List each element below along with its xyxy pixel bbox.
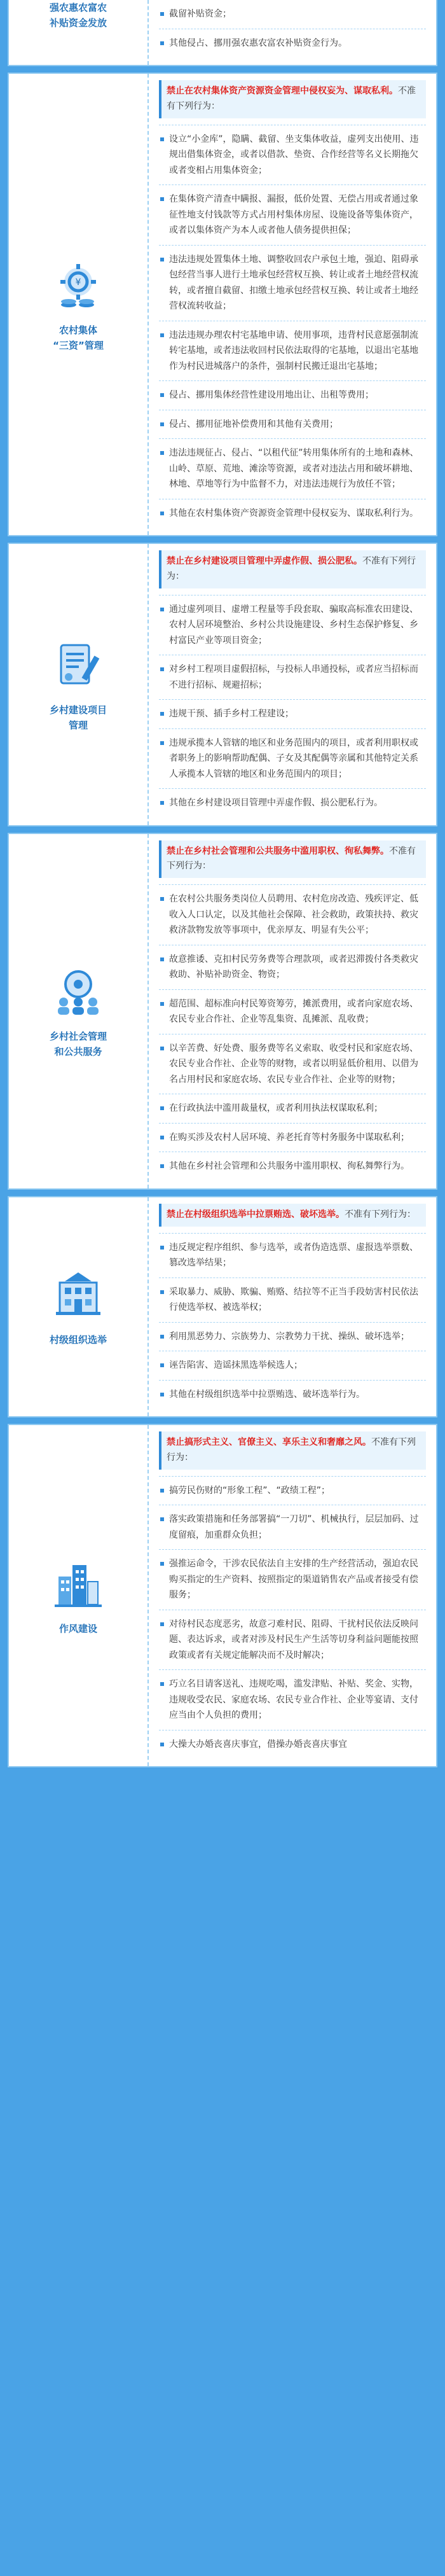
section-banner: 禁止在乡村社会管理和公共服务中滥用职权、徇私舞弊。不准有下列行为： <box>159 840 426 879</box>
section-content <box>149 544 436 825</box>
list-item: 其他在乡村社会管理和公共服务中滥用职权、徇私舞弊行为。 <box>159 1152 426 1181</box>
section-header <box>9 1425 149 1766</box>
list-item: 侵占、挪用集体经营性建设用地出让、出租等费用； <box>159 380 426 410</box>
section-header <box>9 834 149 1188</box>
section-title: 作风建设 <box>58 1623 97 1635</box>
list-item: 利用黑恶势力、宗族势力、宗教势力干扰、操纵、破坏选举； <box>159 1322 426 1351</box>
list-item: 违法违规办理农村宅基地申请、使用事项，违背村民意愿强制流转宅基地，或者违法收回村民依法取得的宅基地，以退出宅基地作为村民进城落户的条件，强制村民搬迁退出宅基地； <box>159 321 426 381</box>
item-list <box>159 595 426 818</box>
list-item: 在购买涉及农村人居环境、养老托育等村务服务中谋取私利； <box>159 1123 426 1152</box>
list-item: 截留补贴资金； <box>159 0 426 29</box>
city-buildings-icon <box>50 1555 107 1612</box>
list-item: 在行政执法中滥用裁量权，或者利用执法权谋取私利； <box>159 1094 426 1123</box>
list-item: 巧立名目请客送礼、违规吃喝，滥发津贴、补贴、奖金、实物，违规收受农民、家庭农场、农民专业合作社、企业等宴请、支付应当由个人负担的费用； <box>159 1669 426 1730</box>
list-item: 违规承揽本人管辖的地区和业务范围内的项目，或者利用职权或者职务上的影响帮助配偶、子女及其配偶等亲属和其他特定关系人承揽本人管辖的地区和业务范围内的项目； <box>159 728 426 789</box>
list-item: 在集体资产清查中瞒报、漏报，低价处置、无偿占用或者通过象征性地支付钱款等方式占用村集体房屋、设施设备等集体资产，或者以集体资产为本人或者他人债务提供担保； <box>159 184 426 245</box>
section-content <box>149 1425 436 1766</box>
item-list <box>159 884 426 1181</box>
list-item: 违规干预、插手乡村工程建设； <box>159 699 426 728</box>
list-item: 超范围、超标准向村民筹资筹劳，摊派费用，或者向家庭农场、农民专业合作社、企业等乱集资、乱摊派、乱收费； <box>159 989 426 1034</box>
list-item: 其他在村级组织选举中拉票贿选、破坏选举行为。 <box>159 1380 426 1409</box>
list-item: 侵占、挪用征地补偿费用和其他有关费用； <box>159 410 426 439</box>
section-header <box>9 0 149 65</box>
section-content <box>149 1197 436 1416</box>
list-item: 设立“小金库”，隐瞒、截留、坐支集体收益，虚列支出使用、违规出借集体资金，或者以借款、垫资、合作经营等名义长期拖欠或者变相占用集体资金； <box>159 125 426 185</box>
section-title: 农村集体 “三资”管理 <box>53 324 104 351</box>
svg-text:¥: ¥ <box>75 277 81 288</box>
section-subsidy <box>8 0 437 66</box>
section-banner: 禁止在村级组织选举中拉票贿选、破坏选举。不准有下列行为： <box>159 1204 426 1227</box>
section-header <box>9 544 149 825</box>
section-construction <box>8 543 437 826</box>
list-item: 违法违规处置集体土地、调整收回农户承包土地，强迫、阻碍承包经营当事人进行土地承包经营权互换、转让或者土地经营权流转，或者擅自截留、扣缴土地承包经营权互换、转让或者土地经营权流转收益； <box>159 245 426 321</box>
section-title: 强农惠农富农 补贴资金发放 <box>49 2 107 29</box>
gear-people-icon <box>50 963 107 1020</box>
list-item: 通过虚列项目、虚增工程量等手段套取、骗取高标准农田建设、农村人居环境整治、乡村公共设施建设、乡村生态保护修复、乡村富民产业等项目资金； <box>159 595 426 655</box>
section-banner: 禁止在乡村建设项目管理中弄虚作假、损公肥私。不准有下列行为： <box>159 550 426 588</box>
list-item: 对乡村工程项目虚假招标，与投标人串通投标，或者应当招标而不进行招标、规避招标； <box>159 655 426 699</box>
section-header <box>9 1197 149 1416</box>
list-item: 大操大办婚丧喜庆事宜，借操办婚丧喜庆事宜 <box>159 1730 426 1759</box>
section-content <box>149 834 436 1188</box>
list-item: 在农村公共服务类岗位人员聘用、农村危房改造、残疾评定、低收入人口认定，以及其他社会保障、社会救助，政策扶持、救灾救济款物发放等事项中，优亲厚友、明显有失公平； <box>159 885 426 945</box>
list-item: 以辛苦费、好处费、服务费等名义索取、收受村民和家庭农场、农民专业合作社、企业等的财物，或者以明显低价租用、以借为名占用村民和家庭农场、农民专业合作社、企业等的财物； <box>159 1034 426 1094</box>
list-item: 强推运命令，干涉农民依法自主安排的生产经营活动，强迫农民购买指定的生产资料、按照指定的渠道销售农产品或者接受有偿服务； <box>159 1549 426 1610</box>
section-social-management <box>8 833 437 1190</box>
item-list <box>159 1233 426 1409</box>
gear-coins-icon <box>50 256 107 314</box>
section-title: 乡村社会管理 和公共服务 <box>49 1031 107 1058</box>
document-pen-icon <box>50 636 107 693</box>
list-item: 采取暴力、威胁、欺骗、贿赂、结拉等不正当手段妨害村民依法行使选举权、被选举权； <box>159 1278 426 1322</box>
list-item: 诬告陷害、造谣抹黑选举候选人； <box>159 1351 426 1380</box>
section-content <box>149 74 436 535</box>
item-list <box>159 125 426 528</box>
list-item: 其他在农村集体资产资源资金管理中侵权妄为、谋取私利行为。 <box>159 499 426 528</box>
building-icon <box>50 1266 107 1323</box>
section-header <box>9 74 149 535</box>
list-item: 违反规定程序组织、参与选举，或者伪造选票、虚报选举票数、篡改选举结果； <box>159 1234 426 1278</box>
list-item: 违法违规征占、侵占、“以租代征”转用集体所有的土地和森林、山岭、草原、荒地、滩涂等资源，或者对违法占用和破坏耕地、林地、草地等行为中监督不力，对违法违规行为放任不管； <box>159 438 426 499</box>
section-banner: 禁止在农村集体资产资源资金管理中侵权妄为、谋取私利。不准有下列行为： <box>159 80 426 118</box>
section-work-style <box>8 1424 437 1767</box>
list-item: 故意推诿、克扣村民劳务费等合理款项，或者迟滞拨付各类救灾救助、补贴补助资金、物资； <box>159 945 426 989</box>
list-item: 搞劳民伤财的“形象工程”、“政绩工程”； <box>159 1477 426 1505</box>
item-list <box>159 1476 426 1759</box>
section-collective-assets <box>8 73 437 536</box>
section-banner: 禁止搞形式主义、官僚主义、享乐主义和奢靡之风。不准有下列行为： <box>159 1431 426 1470</box>
section-content <box>149 0 436 65</box>
section-title: 村级组织选举 <box>49 1333 107 1346</box>
list-item: 落实政策措施和任务部署搞“一刀切”、机械执行，层层加码、过度留痕，加重群众负担； <box>159 1505 426 1549</box>
list-item: 其他在乡村建设项目管理中弄虚作假、损公肥私行为。 <box>159 788 426 818</box>
list-item: 其他侵占、挪用强农惠农富农补贴资金行为。 <box>159 29 426 58</box>
section-elections <box>8 1196 437 1417</box>
list-item: 对待村民态度恶劣，故意刁难村民、阻碍、干扰村民依法反映问题、表达诉求，或者对涉及村民生产生活等切身利益问题能按照政策或者有关规定能解决而不及时解决； <box>159 1610 426 1670</box>
section-title: 乡村建设项目 管理 <box>49 704 107 731</box>
